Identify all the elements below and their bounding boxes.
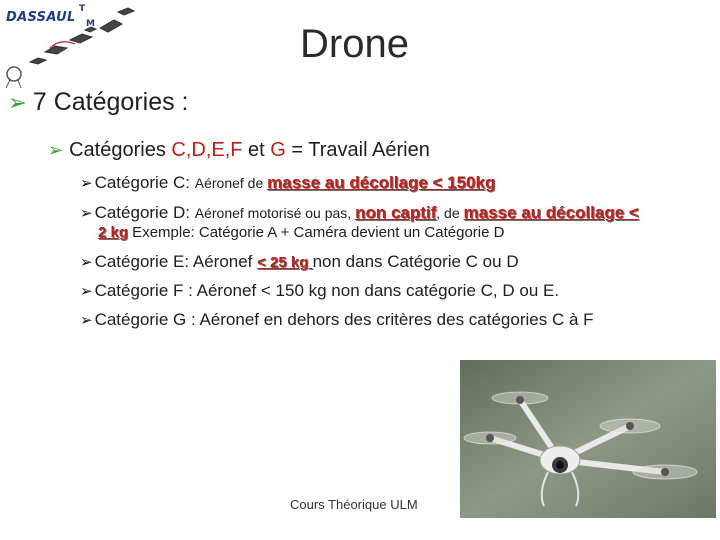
cat-d-desc: Aéronef motorisé ou pas, [194,205,356,221]
arrow-bullet-icon: ➢ [80,175,93,192]
cat-e-label: Catégorie E: Aéronef [94,252,258,271]
logo-sub: M [86,19,95,29]
slide-title: Drone [300,22,409,66]
cat-d-example: Exemple: Catégorie A + Caméra devient un Catégorie D [128,224,505,241]
arrow-bullet-icon: ➢ [80,205,93,222]
arrow-bullet-icon: ➢ [80,283,93,300]
cat-d-desc2: , de [436,205,464,221]
arrow-bullet-icon: ➢ [8,90,27,115]
arrow-bullet-icon: ➢ [80,312,93,329]
level1-text: 7 Catégories : [32,88,189,116]
cat-d-label: Catégorie D: [94,203,195,222]
bullet-cat-e [80,252,519,273]
cat-c-link: masse au décollage < 150kg [267,173,496,192]
footer-text: Cours Théorique ULM [290,497,418,512]
quadcopter-photo [460,360,716,518]
arrow-bullet-icon: ➢ [48,140,64,160]
cat-f-text: Catégorie F : Aéronef < 150 kg non dans catégorie C, D ou E. [94,281,560,300]
cat-d-link2: masse au décollage < [463,203,639,222]
cat-e-link: < 25 kg [257,254,313,271]
bullet-cat-c [80,173,495,194]
cat-e-suffix: non dans Catégorie C ou D [312,252,519,271]
cat-d-link1: non captif [355,203,437,222]
cat-d-link3: 2 kg [98,224,129,241]
bullet-cat-g [80,310,594,331]
level2-suffix: = Travail Aérien [285,139,430,161]
logo-sup: T [79,4,86,14]
level2-highlight: C,D,E,F [171,139,243,161]
level2-prefix: Catégories [69,139,172,161]
bullet-cat-f [80,281,559,302]
level2-highlight2: G [270,139,286,161]
level2-middle: et [242,139,271,161]
logo-text: DASSAUL [6,10,76,25]
arrow-bullet-icon: ➢ [80,254,93,271]
bullet-level1 [8,88,189,117]
cat-d-continuation [98,224,504,241]
bullet-cat-d [80,203,639,224]
cat-c-desc: Aéronef de [194,175,268,191]
bullet-level2 [48,139,430,162]
cat-c-label: Catégorie C: [94,173,195,192]
cat-g-text: Catégorie G : Aéronef en dehors des critères des catégories C à F [94,310,594,329]
